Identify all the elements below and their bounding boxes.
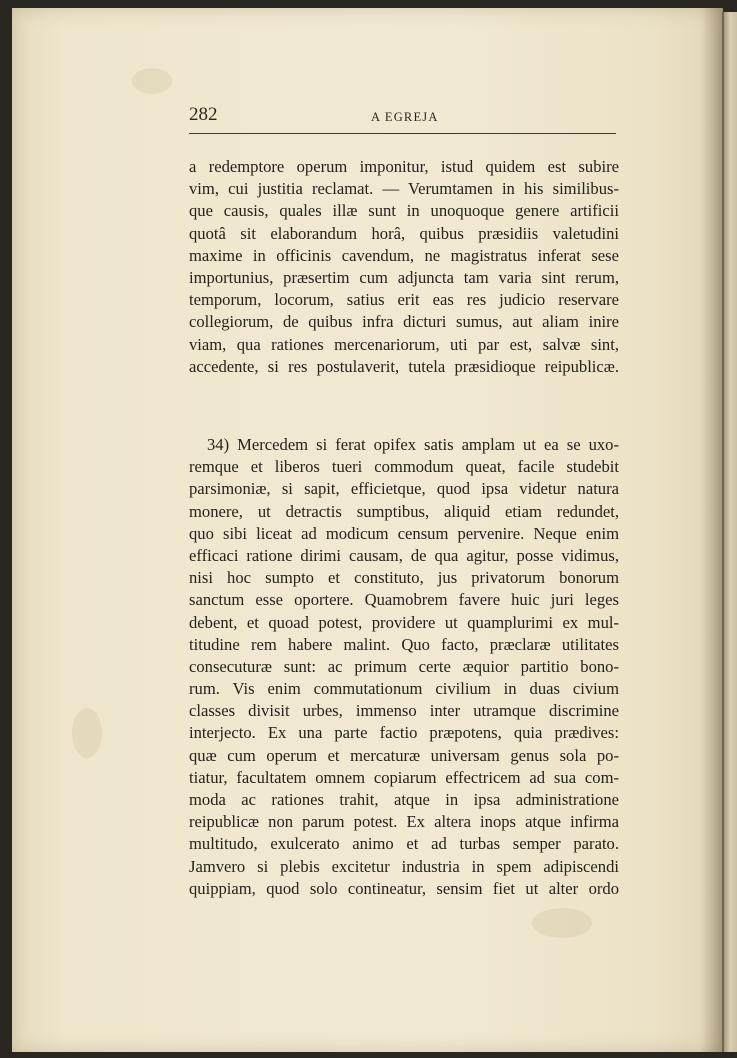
text-line: accedente, si res postulaverit, tutela præsidioque reipublicæ. [189,356,619,376]
paragraph-2 [189,434,619,900]
header-rule [189,133,616,134]
text-line: monere, ut detractis sumptibus, aliquid etiam redundet, [189,501,619,521]
text-line: quippiam, quod solo contineatur, sensim fiet ut alter ordo [189,878,619,898]
paper-stain [532,908,592,938]
text-line: reipublicæ non parum potest. Ex altera inops atque infirma [189,812,619,832]
paragraph-1 [189,156,619,378]
text-line: multitudo, exulcerato animo et ad turbas semper parato. [189,834,619,854]
text-line: vim, cui justitia reclamat. — Verumtamen in his similibus- [189,179,619,199]
text-line: maxime in officinis cavendum, ne magistratus inferat sese [189,245,619,265]
text-line: titudine rem habere malint. Quo facto, præclaræ utilitates [189,634,619,654]
text-line: quotâ sit elaborandum horâ, quibus præsidiis valetudini [189,223,619,243]
text-line: remque et liberos tueri commodum queat, facile studebit [189,457,619,477]
text-line: que causis, quales illæ sunt in unoquoque genere artificii [189,201,619,221]
text-line: 34) Mercedem si ferat opifex satis amplam ut ea se uxo- [207,435,619,454]
page-number: 282 [189,104,218,125]
text-line: temporum, locorum, satius erit eas res judicio reservare [189,290,619,310]
page-header [189,104,617,130]
text-line: viam, qua rationes mercenariorum, uti par est, salvæ sint, [189,334,619,354]
paper-stain [72,708,102,758]
text-line: Jamvero si plebis excitetur industria in spem adipiscendi [189,856,619,876]
running-head: A EGREJA [371,110,439,124]
text-line: interjecto. Ex una parte factio præpotens, quia prædives: [189,723,619,743]
text-line: a redemptore operum imponitur, istud quidem est subire [189,157,619,176]
text-line: debent, et quoad potest, providere ut quamplurimi ex mul- [189,612,619,632]
text-line: efficaci ratione dirimi causam, de qua agitur, posse vidimus, [189,545,619,565]
text-line: tiatur, facultatem omnem copiarum effectricem ad sua com- [189,767,619,787]
facing-page-edge [722,12,737,1052]
text-line: nisi hoc sumpto et constituto, jus privatorum bonorum [189,568,619,588]
text-line: sanctum esse oportere. Quamobrem favere huic juri leges [189,590,619,610]
paper-stain [132,68,172,94]
text-line: consecuturæ sunt: ac primum certe æquior partitio bono- [189,656,619,676]
text-line: quæ cum operum et mercaturæ universam genus sola po- [189,745,619,765]
gutter-shadow [700,8,723,1052]
text-line: collegiorum, de quibus infra dicturi sumus, aut aliam inire [189,312,619,332]
text-line: classes divisit urbes, immenso inter utramque discrimine [189,701,619,721]
text-line: parsimoniæ, si sapit, efficietque, quod ipsa videtur natura [189,479,619,499]
text-line: moda ac rationes trahit, atque in ipsa administratione [189,790,619,809]
text-line: importunius, præsertim cum adjuncta tam varia sint rerum, [189,267,619,287]
text-line: rum. Vis enim commutationum civilium in duas civium [189,679,619,699]
text-line: quo sibi liceat ad modicum censum pervenire. Neque enim [189,523,619,543]
